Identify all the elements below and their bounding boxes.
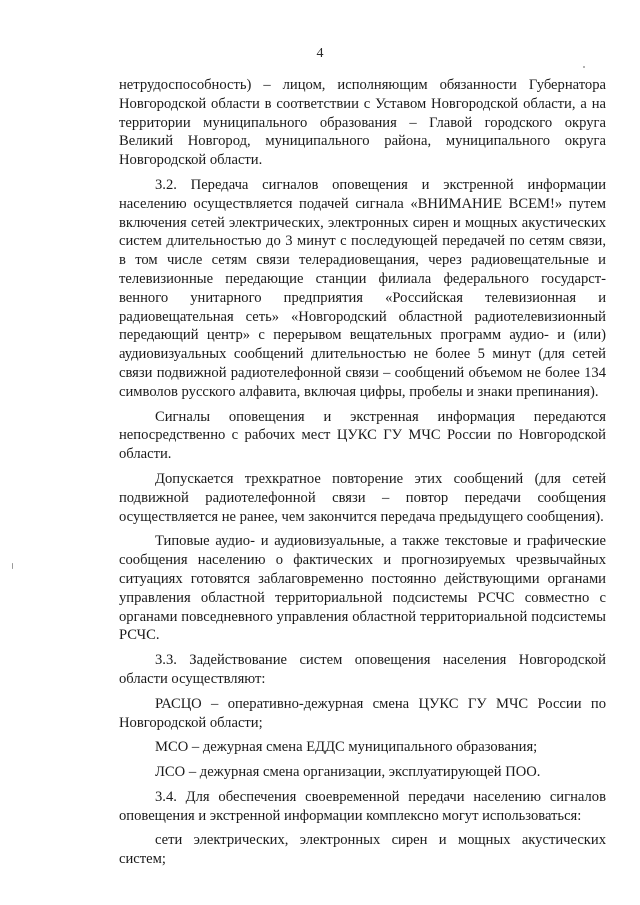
paragraph-3-4: 3.4. Для обеспечения своевременной передачи населению сигналов оповещения и экстренной информации комплексно могут использоваться:	[119, 788, 606, 824]
paragraph-signals: Сигналы оповещения и экстренная информация передаются непосредственно с рабочих мест ЦУКС ГУ МЧС России по Новгородской области.	[119, 408, 606, 463]
paragraph-3-3: 3.3. Задействование систем оповещения населения Новгородской области осуществляют:	[119, 652, 606, 687]
paragraph-rasco: РАСЦО – оперативно-дежурная смена ЦУКС ГУ МЧС России по Новгородской области;	[119, 695, 606, 731]
body-text	[119, 76, 606, 875]
page-number: 4	[316, 46, 324, 61]
paragraph-continuation: нетрудоспособность) – лицом, исполняющим обязанности Губернатора Новгородской области в соответствии с Уставом Новгородской области, а на территории муниципального образования – Главой городского округа Великий Новгород, муниципального района, муниципального округа Новгородской области.	[119, 77, 606, 169]
paragraph-sirens: сети электрических, электронных сирен и мощных акустических систем;	[119, 832, 606, 868]
paragraph-typical-messages: Типовые аудио- и аудиовизуальные, а также текстовые и графические сообщения населению о фактических и прогнозируемых чрезвычайных ситуациях готовятся заблаговременно постоянно действующими органами управления областной территориальной подсистемы РСЧС совместно с органами повседневного управления областной территориальной подсистемы РСЧС.	[119, 533, 606, 644]
paragraph-mso: МСО – дежурная смена ЕДДС муниципального образования;	[155, 739, 538, 756]
scan-speck	[583, 66, 585, 68]
paragraph-3-2: 3.2. Передача сигналов оповещения и экстренной информации населению осуществляется подачей сигнала «ВНИМАНИЕ ВСЕМ!» путем включения сетей электрических, электронных сирен и мощных акустических систем длительностью до 3 минут с последующей передачей по сетям связи, в том числе сетям связи телерадиовещания, через радиовещательные и телевизионные передающие станции филиала федерального государственного унитарного предприятия «Российская телевизионная и радиовещательная сеть» «Новгородский областной радиотелевизионный передающий центр» с перерывом вещательных программ аудио- и (или) аудиовизуальных сообщений длительностью не более 5 минут (для сетей связи подвижной радиотелефонной связи – сообщений объемом не более 134 символов русского алфавита, включая цифры, пробелы и знаки препинания).	[119, 176, 606, 400]
paragraph-lso: ЛСО – дежурная смена организации, эксплуатирующей ПОО.	[155, 764, 541, 781]
scan-speck	[12, 563, 13, 569]
paragraph-repeat: Допускается трехкратное повторение этих сообщений (для сетей подвижной радиотелефонной связи – повтор передачи сообщения осуществляется не ранее, чем закончится передача предыдущего сообщения).	[119, 470, 606, 525]
